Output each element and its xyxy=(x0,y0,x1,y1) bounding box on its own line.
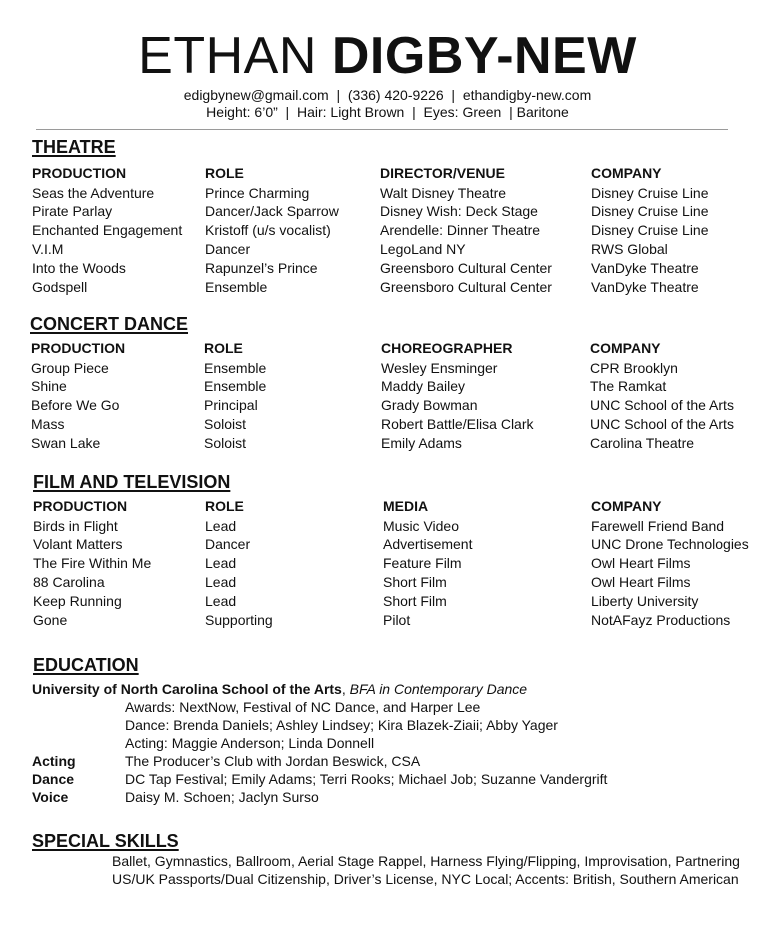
table-cell: Robert Battle/Elisa Clark xyxy=(381,415,534,432)
section-heading-concert-dance: CONCERT DANCE xyxy=(30,314,189,334)
table-cell: Farewell Friend Band xyxy=(591,517,725,534)
table-cell: Lead xyxy=(205,555,237,572)
training-value-dance: DC Tap Festival; Emily Adams; Terri Rooks; Michael Job; Suzanne Vandergrift xyxy=(125,771,608,787)
skills-line-1: Ballet, Gymnastics, Ballroom, Aerial Stage Rappel, Harness Flying/Flipping, Improvisation, Partnering xyxy=(112,853,740,869)
table-cell: Music Video xyxy=(383,517,460,534)
table-cell: The Ramkat xyxy=(590,378,667,395)
table-cell: Soloist xyxy=(204,415,247,432)
table-cell: Keep Running xyxy=(33,592,122,609)
table-cell: Ensemble xyxy=(204,359,267,376)
theatre-column-production xyxy=(32,164,182,296)
section-heading-film-television: FILM AND TELEVISION xyxy=(33,472,231,492)
table-cell: VanDyke Theatre xyxy=(591,259,699,276)
table-cell: Greensboro Cultural Center xyxy=(380,259,552,276)
film-column-production xyxy=(33,497,151,629)
table-cell: Advertisement xyxy=(383,536,473,553)
resume-name xyxy=(0,24,775,88)
concert-column-role xyxy=(204,339,266,453)
training-label-acting: Acting xyxy=(32,753,76,769)
table-cell: Soloist xyxy=(204,434,247,451)
table-cell: NotAFayz Productions xyxy=(591,611,731,628)
table-cell: Liberty University xyxy=(591,592,699,609)
table-cell: UNC School of the Arts xyxy=(590,415,734,432)
table-cell: LegoLand NY xyxy=(380,240,466,257)
table-cell: Emily Adams xyxy=(381,434,462,451)
table-cell: Mass xyxy=(31,415,65,432)
section-heading-special-skills: SPECIAL SKILLS xyxy=(32,831,179,851)
table-cell: Short Film xyxy=(383,592,447,609)
table-cell: Arendelle: Dinner Theatre xyxy=(380,222,541,239)
table-cell: Seas the Adventure xyxy=(32,184,155,201)
school-name: University of North Carolina School of the Arts xyxy=(32,681,342,697)
column-header: ROLE xyxy=(205,498,244,514)
column-header: COMPANY xyxy=(591,165,662,181)
table-cell: VanDyke Theatre xyxy=(591,278,699,295)
column-header: ROLE xyxy=(204,340,243,356)
film-column-detail xyxy=(383,497,472,629)
training-label-dance: Dance xyxy=(32,771,75,787)
table-cell: V.I.M xyxy=(32,240,64,257)
concert-column-production xyxy=(31,339,125,453)
table-cell: CPR Brooklyn xyxy=(590,359,678,376)
table-cell: Group Piece xyxy=(31,359,109,376)
table-cell: Disney Cruise Line xyxy=(591,203,709,220)
table-cell: UNC Drone Technologies xyxy=(591,536,749,553)
table-cell: Birds in Flight xyxy=(33,517,118,534)
table-cell: Supporting xyxy=(205,611,273,628)
column-header: PRODUCTION xyxy=(32,165,127,181)
table-cell: Lead xyxy=(205,592,237,609)
table-cell: Volant Matters xyxy=(33,536,123,553)
table-cell: Pirate Parlay xyxy=(32,203,113,220)
table-cell: Disney Cruise Line xyxy=(591,222,709,239)
table-cell: 88 Carolina xyxy=(33,573,105,590)
table-cell: Feature Film xyxy=(383,555,462,572)
section-heading-education: EDUCATION xyxy=(33,655,139,675)
table-cell: Maddy Bailey xyxy=(381,378,466,395)
table-cell: Owl Heart Films xyxy=(591,555,691,572)
column-header: PRODUCTION xyxy=(33,498,128,514)
first-name: ETHAN xyxy=(138,27,317,85)
table-cell: Ensemble xyxy=(204,378,267,395)
concert-column-company xyxy=(590,339,734,453)
table-cell: Kristoff (u/s vocalist) xyxy=(205,222,331,239)
table-cell: Grady Bowman xyxy=(381,397,478,414)
skills-line-2: US/UK Passports/Dual Citizenship, Driver’s License, NYC Local; Accents: British, Southern American xyxy=(112,871,739,887)
theatre-column-detail xyxy=(380,164,552,296)
table-cell: Owl Heart Films xyxy=(591,573,691,590)
table-cell: Disney Wish: Deck Stage xyxy=(380,203,538,220)
table-cell: Before We Go xyxy=(31,397,120,414)
film-column-company xyxy=(591,497,749,629)
table-cell: Pilot xyxy=(383,611,411,628)
table-cell: Dancer xyxy=(205,240,251,257)
awards-line: Awards: NextNow, Festival of NC Dance, and Harper Lee xyxy=(125,699,481,715)
acting-teachers-line: Acting: Maggie Anderson; Linda Donnell xyxy=(125,735,375,751)
table-cell: Wesley Ensminger xyxy=(381,359,498,376)
table-cell: Rapunzel’s Prince xyxy=(205,259,318,276)
column-header: DIRECTOR/VENUE xyxy=(380,165,505,181)
section-heading-theatre: THEATRE xyxy=(32,137,116,157)
table-cell: Walt Disney Theatre xyxy=(380,184,507,201)
contact-line: edigbynew@gmail.com | (336) 420-9226 | ethandigby-new.com xyxy=(183,87,592,103)
training-value-acting: The Producer’s Club with Jordan Beswick, CSA xyxy=(125,753,421,769)
column-header: PRODUCTION xyxy=(31,340,126,356)
column-header: COMPANY xyxy=(590,340,661,356)
table-cell: Lead xyxy=(205,573,237,590)
table-cell: RWS Global xyxy=(591,240,668,257)
table-cell: Disney Cruise Line xyxy=(591,184,709,201)
table-cell: Greensboro Cultural Center xyxy=(380,278,552,295)
table-cell: Into the Woods xyxy=(32,259,126,276)
header-divider xyxy=(36,129,728,130)
table-cell: Godspell xyxy=(32,278,88,295)
table-cell: Short Film xyxy=(383,573,447,590)
table-cell: Swan Lake xyxy=(31,434,101,451)
film-column-role xyxy=(205,497,273,629)
column-header: MEDIA xyxy=(383,498,429,514)
table-cell: Shine xyxy=(31,378,67,395)
column-header: ROLE xyxy=(205,165,244,181)
table-cell: Dancer xyxy=(205,536,251,553)
table-cell: Lead xyxy=(205,517,237,534)
column-header: COMPANY xyxy=(591,498,662,514)
table-cell: UNC School of the Arts xyxy=(590,397,734,414)
concert-column-detail xyxy=(381,339,534,453)
dance-teachers-line: Dance: Brenda Daniels; Ashley Lindsey; Kira Blazek-Ziaii; Abby Yager xyxy=(125,717,558,733)
table-cell: Enchanted Engagement xyxy=(32,222,183,239)
stats-line: Height: 6’0” | Hair: Light Brown | Eyes: Green | Baritone xyxy=(206,104,569,120)
table-cell: The Fire Within Me xyxy=(33,555,152,572)
theatre-column-company xyxy=(591,164,709,296)
table-cell: Prince Charming xyxy=(205,184,310,201)
table-cell: Ensemble xyxy=(205,278,268,295)
contact-info xyxy=(0,87,775,121)
training-value-voice: Daisy M. Schoen; Jaclyn Surso xyxy=(125,789,319,805)
theatre-column-role xyxy=(205,164,339,296)
table-cell: Dancer/Jack Sparrow xyxy=(205,203,339,220)
table-cell: Principal xyxy=(204,397,258,414)
table-cell: Gone xyxy=(33,611,68,628)
column-header: CHOREOGRAPHER xyxy=(381,340,513,356)
degree: BFA in Contemporary Dance xyxy=(349,681,528,697)
table-cell: Carolina Theatre xyxy=(590,434,695,451)
last-name: DIGBY-NEW xyxy=(331,27,637,85)
school-line: University of North Carolina School of the Arts, BFA in Contemporary Dance xyxy=(32,681,528,697)
training-label-voice: Voice xyxy=(32,789,69,805)
skills-list xyxy=(112,852,740,888)
